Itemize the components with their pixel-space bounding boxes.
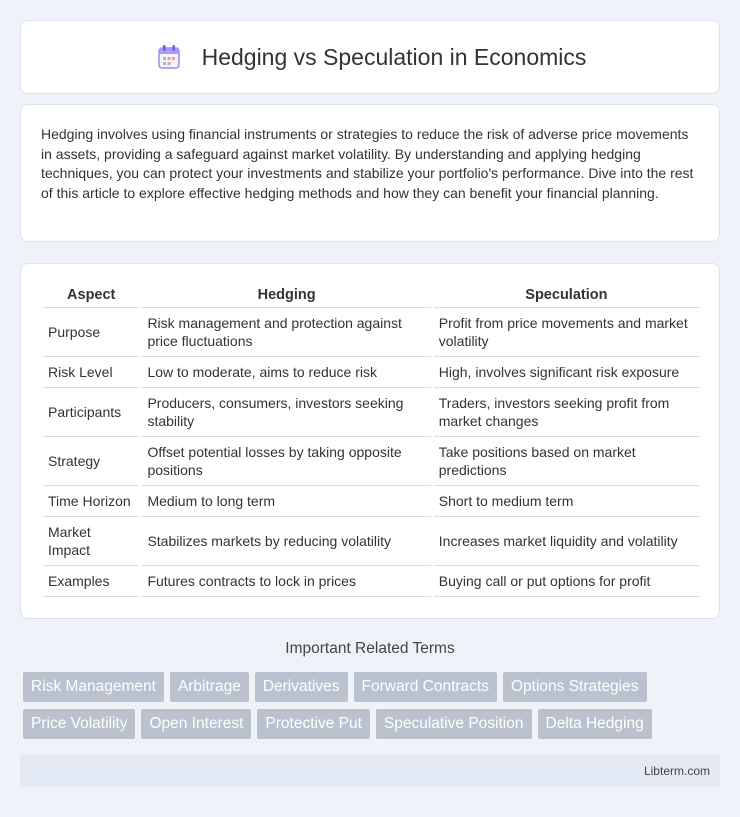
footer-site-link[interactable]: Libterm.com (643, 764, 710, 778)
table-row (43, 388, 699, 437)
table-cell: Short to medium term (434, 486, 699, 517)
header-hedging: Hedging (142, 284, 430, 308)
tag-derivatives[interactable]: Derivatives (255, 672, 348, 702)
tag-forward-contracts[interactable]: Forward Contracts (354, 672, 497, 702)
table-cell: Participants (43, 388, 139, 437)
table-cell: Examples (43, 566, 139, 597)
table-row (43, 566, 699, 597)
comparison-table (40, 284, 702, 597)
table-cell: Futures contracts to lock in prices (142, 566, 430, 597)
table-row (43, 357, 699, 388)
tag-price-volatility[interactable]: Price Volatility (23, 709, 135, 739)
table-cell: Buying call or put options for profit (434, 566, 699, 597)
tag-open-interest[interactable]: Open Interest (141, 709, 251, 739)
table-cell: Strategy (43, 437, 139, 486)
footer (20, 755, 720, 787)
table-cell: Low to moderate, aims to reduce risk (142, 357, 430, 388)
table-cell: High, involves significant risk exposure (434, 357, 699, 388)
intro-text: Hedging involves using financial instruments or strategies to reduce the risk of adverse price movements in assets, providing a safeguard against market volatility. By understanding and applying hedging techniques, you can protect your investments and stabilize your portfolio's performance. Dive into the rest of this article to explore effective hedging methods and how they can benefit your financial planning. (41, 126, 694, 201)
table-header-row (43, 284, 699, 308)
tag-delta-hedging[interactable]: Delta Hedging (538, 709, 652, 739)
table-cell: Stabilizes markets by reducing volatility (142, 517, 430, 566)
table-cell: Risk Level (43, 357, 139, 388)
calendar-icon (154, 42, 184, 72)
intro-card (20, 104, 720, 242)
table-cell: Market Impact (43, 517, 139, 566)
tag-speculative-position[interactable]: Speculative Position (376, 709, 532, 739)
table-row (43, 486, 699, 517)
table-cell: Risk management and protection against price fluctuations (142, 308, 430, 357)
table-cell: Increases market liquidity and volatility (434, 517, 699, 566)
header-speculation: Speculation (434, 284, 699, 308)
table-cell: Take positions based on market predictions (434, 437, 699, 486)
table-row (43, 517, 699, 566)
table-cell: Traders, investors seeking profit from market changes (434, 388, 699, 437)
title-card (20, 20, 720, 94)
related-terms-heading: Important Related Terms (285, 640, 455, 657)
table-cell: Profit from price movements and market volatility (434, 308, 699, 357)
tag-options-strategies[interactable]: Options Strategies (503, 672, 647, 702)
header-aspect: Aspect (43, 284, 139, 308)
table-cell: Medium to long term (142, 486, 430, 517)
tag-arbitrage[interactable]: Arbitrage (170, 672, 249, 702)
table-row (43, 308, 699, 357)
table-cell: Purpose (43, 308, 139, 357)
comparison-card (20, 263, 720, 619)
table-row (43, 437, 699, 486)
related-terms-row (23, 709, 723, 739)
tag-protective-put[interactable]: Protective Put (257, 709, 370, 739)
related-terms-row (23, 672, 723, 702)
tag-risk-management[interactable]: Risk Management (23, 672, 164, 702)
page-title: Hedging vs Speculation in Economics (201, 43, 587, 70)
table-cell: Time Horizon (43, 486, 139, 517)
table-cell: Offset potential losses by taking opposite positions (142, 437, 430, 486)
table-cell: Producers, consumers, investors seeking stability (142, 388, 430, 437)
